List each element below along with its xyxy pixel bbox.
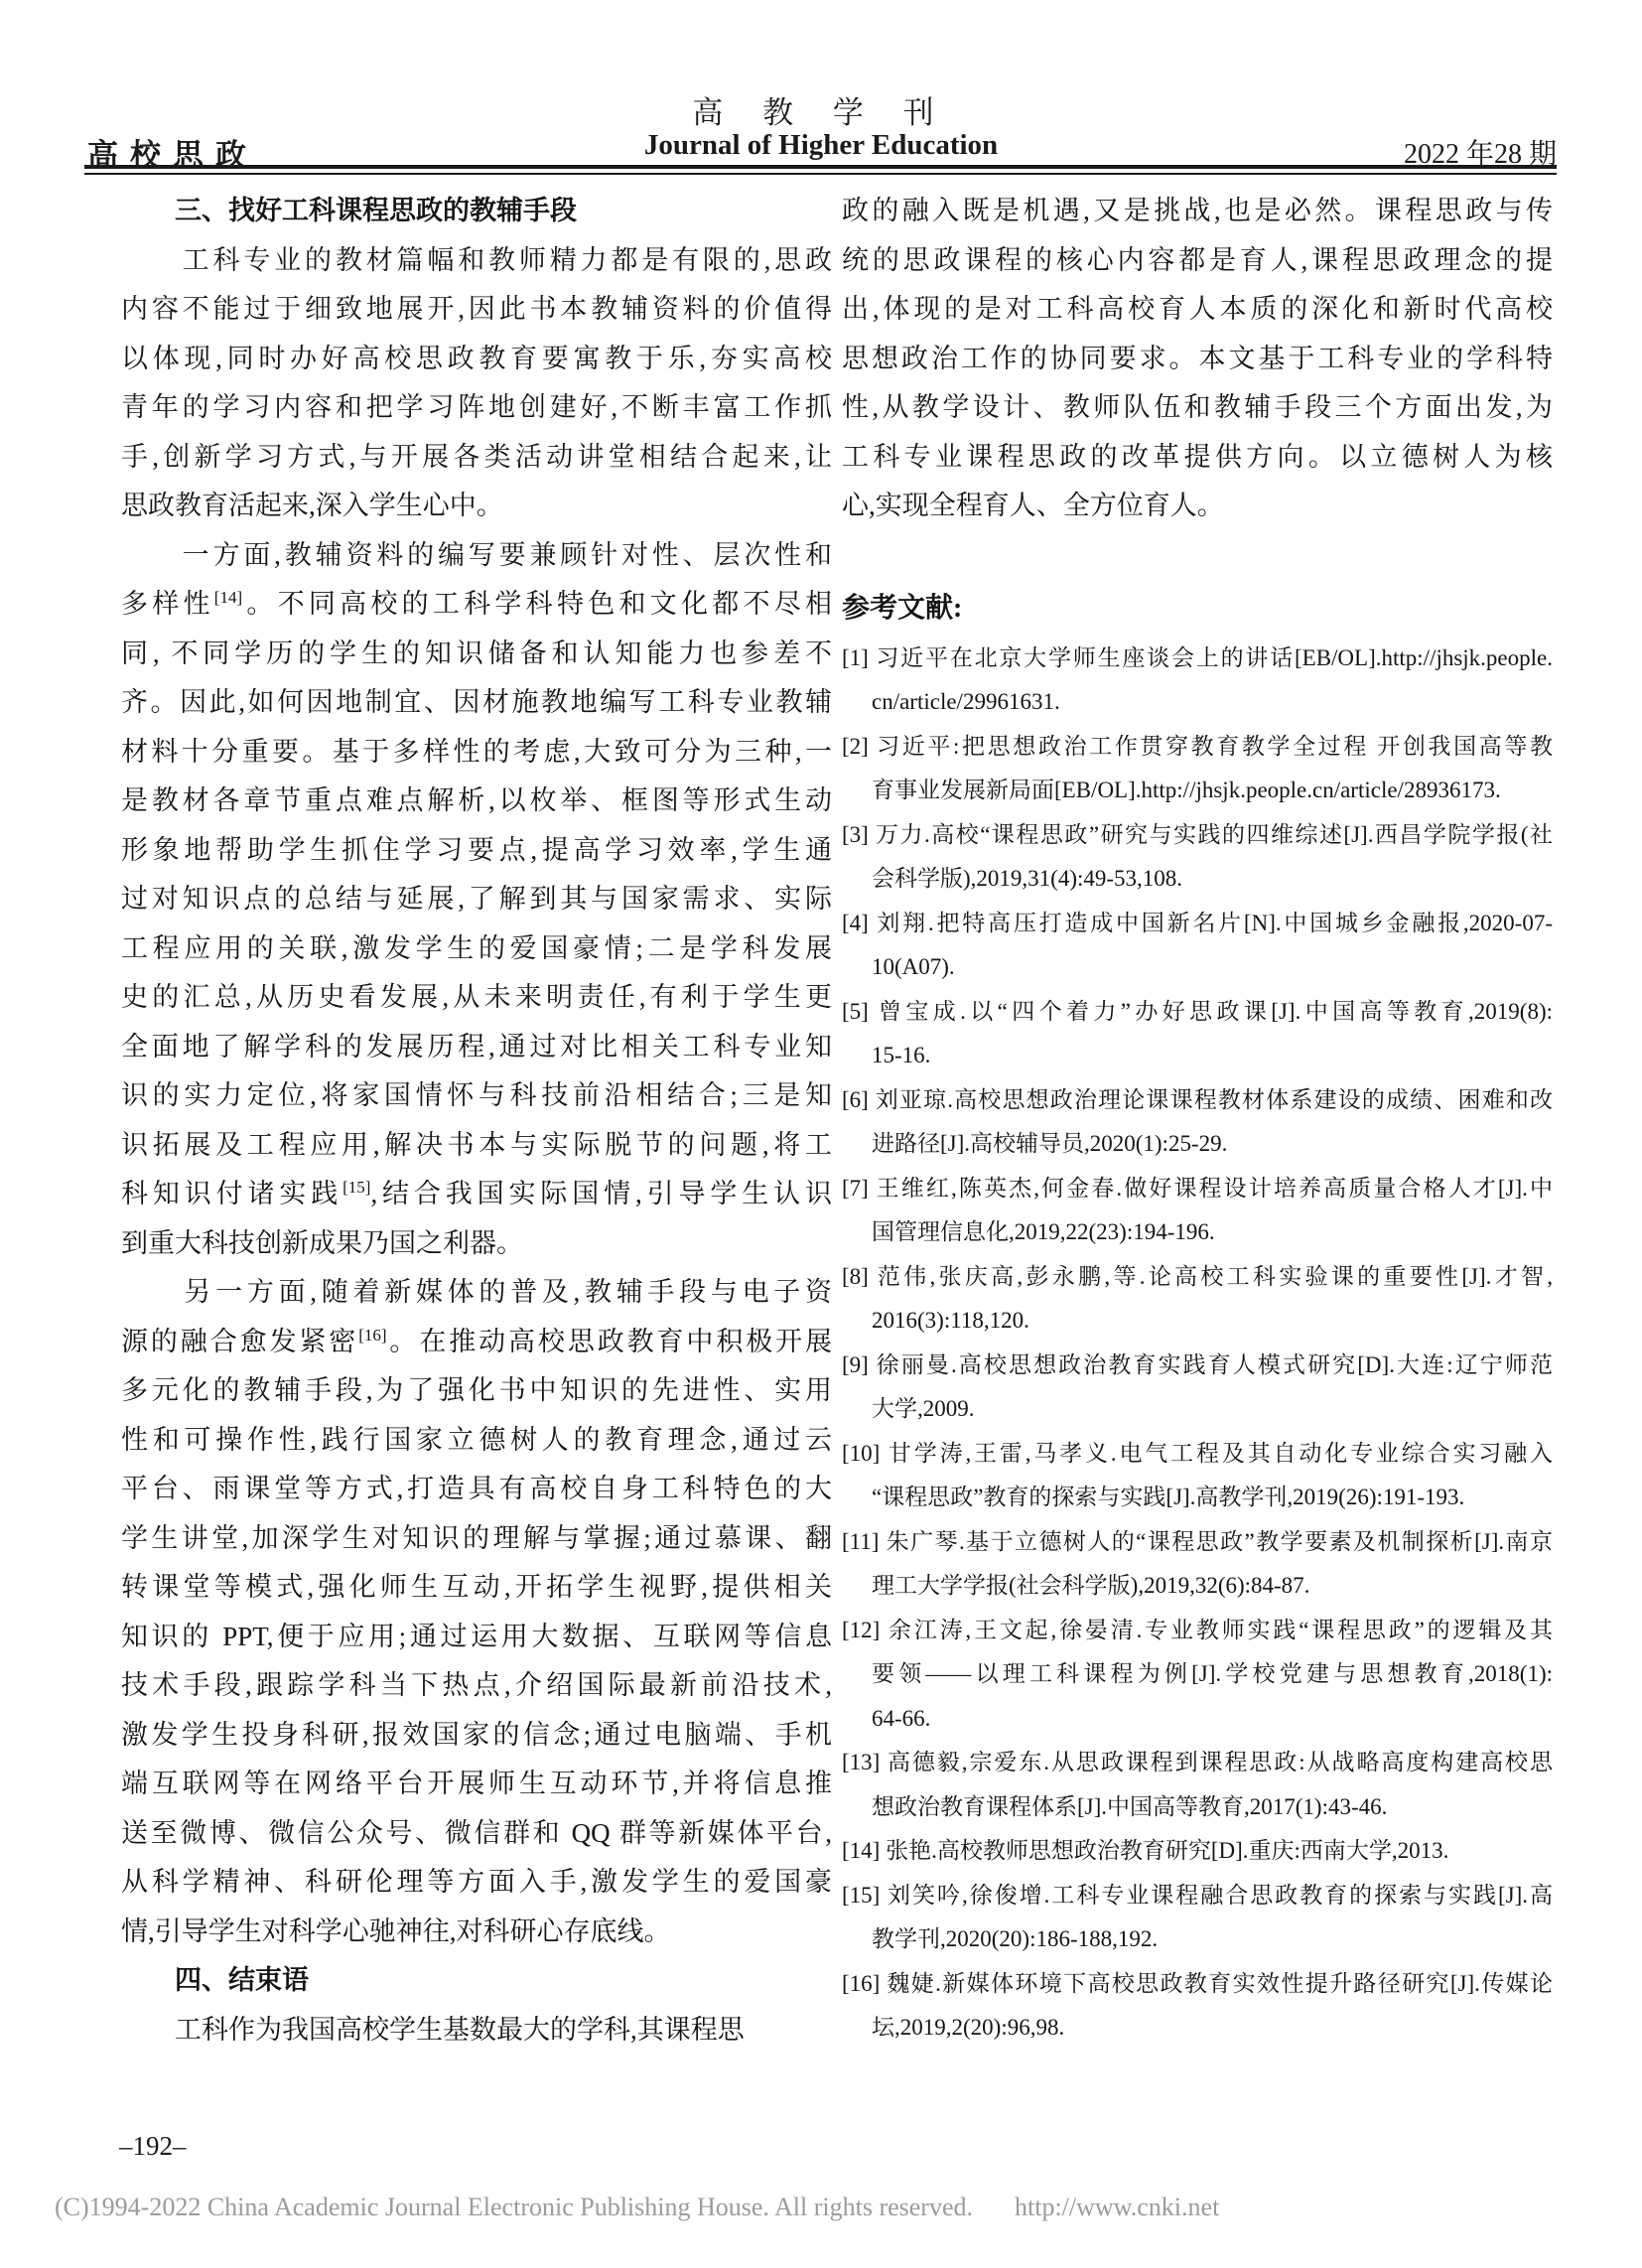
reference-line: [7] 王维红,陈英杰,何金春.做好课程设计培养高质量合格人才[J].中	[842, 1175, 1553, 1201]
reference-line: [12] 余江涛,王文起,徐晏清.专业教师实践“课程思政”的逻辑及其	[842, 1617, 1553, 1642]
journal-title-en: Journal of Higher Education	[643, 129, 999, 161]
text-line: 激发学生投身科研,报效国家的信念;通过电脑端、手机	[121, 1719, 832, 1750]
text-line: 工科专业的教材篇幅和教师精力都是有限的,思政	[121, 244, 832, 275]
references-title: 参考文献:	[842, 592, 963, 624]
reference-item	[842, 1962, 1553, 2051]
reference-line: 理工大学学报(社会科学版),2019,32(6):84-87.	[872, 1573, 1310, 1598]
text-line: 思想政治工作的协同要求。本文基于工科专业的学科特	[842, 343, 1553, 373]
text-line: 端互联网等在网络平台开展师生互动环节,并将信息推	[121, 1769, 832, 1798]
references-list	[842, 637, 1553, 2051]
text-line: 史的汇总,从历史看发展,从未来明责任,有利于学生更	[121, 982, 832, 1012]
text-line: 形象地帮助学生抓住学习要点,提高学习效率,学生通	[121, 834, 832, 865]
reference-line: 大学,2009.	[872, 1396, 975, 1421]
text-line: 工科专业课程思政的改革提供方向。以立德树人为核	[842, 441, 1553, 472]
text-line: 材料十分重要。基于多样性的考虑,大致可分为三种,一	[121, 736, 832, 767]
cnki-url: http://www.cnki.net	[1015, 2193, 1220, 2221]
text-line: 平台、雨课堂等方式,打造具有高校自身工科特色的大	[121, 1474, 832, 1503]
reference-line: 育事业发展新局面[EB/OL].http://jhsjk.people.cn/article/28936173.	[872, 778, 1501, 802]
reference-line: [6] 刘亚琼.高校思想政治理论课课程教材体系建设的成绩、困难和改	[842, 1086, 1553, 1112]
reference-line: 想政治教育课程体系[J].中国高等教育,2017(1):43-46.	[872, 1793, 1388, 1819]
reference-item	[842, 1255, 1553, 1344]
copyright-line	[55, 2193, 1603, 2222]
reference-item	[842, 1344, 1553, 1432]
text-line: 性,从教学设计、教师队伍和教辅手段三个方面出发,为	[842, 392, 1553, 422]
text-line: 出,体现的是对工科高校育人本质的深化和新时代高校	[842, 294, 1553, 324]
journal-title-cn: 高 教 学 刊	[692, 95, 950, 130]
text-line: 多样性[14]。不同高校的工科学科特色和文化都不尽相	[121, 588, 833, 619]
text-line: 源的融合愈发紧密[16]。在推动高校思政教育中积极开展	[121, 1325, 833, 1356]
reference-line: 10(A07).	[872, 954, 955, 979]
left-column	[121, 187, 832, 2055]
right-column	[842, 187, 1553, 2051]
reference-item	[842, 902, 1553, 990]
text-line: 以体现,同时办好高校思政教育要寓教于乐,夯实高校	[121, 343, 832, 373]
copyright-text: (C)1994-2022 China Academic Journal Electronic Publishing House. All rights reserved.	[55, 2193, 973, 2221]
reference-line: 进路径[J].高校辅导员,2020(1):25-29.	[872, 1131, 1228, 1156]
reference-line: [2] 习近平:把思想政治工作贯穿教育教学全过程 开创我国高等教	[842, 733, 1553, 759]
reference-item	[842, 1167, 1553, 1255]
reference-item	[842, 637, 1553, 725]
reference-line: [8] 范伟,张庆高,彭永鹏,等.论高校工科实验课的重要性[J].才智,	[842, 1263, 1553, 1289]
reference-line: [16] 魏婕.新媒体环境下高校思政教育实效性提升路径研究[J].传媒论	[842, 1970, 1553, 1996]
reference-line: 64-66.	[872, 1705, 931, 1731]
reference-item	[842, 1609, 1553, 1742]
reference-item	[842, 1741, 1553, 1829]
intro-paragraph	[842, 187, 1553, 531]
section-heading: 三、找好工科课程思政的教辅手段	[121, 196, 577, 225]
reference-item	[842, 1874, 1553, 1962]
citation-superscript: [15]	[342, 1178, 371, 1197]
text-line: 内容不能过于细致地展开,因此书本教辅资料的价值得	[121, 294, 832, 324]
reference-item	[842, 1520, 1553, 1609]
reference-item	[842, 1829, 1553, 1874]
text-line: 识拓展及工程应用,解决书本与实际脱节的问题,将工	[121, 1129, 832, 1160]
reference-line: 坛,2019,2(20):96,98.	[872, 2015, 1065, 2040]
issue-label: 2022 年28 期	[1403, 139, 1557, 170]
text-line: 同, 不同学历的学生的知识储备和认知能力也参差不	[121, 638, 832, 668]
reference-line: cn/article/29961631.	[872, 689, 1060, 714]
reference-line: 教学刊,2020(20):186-188,192.	[872, 1926, 1159, 1951]
page-number: –192–	[119, 2131, 187, 2161]
text-line: 多元化的教辅手段,为了强化书中知识的先进性、实用	[121, 1375, 832, 1405]
text-line: 情,引导学生对科学心驰神往,对科研心存底线。	[121, 1915, 671, 1946]
text-line: 过对知识点的总结与延展,了解到其与国家需求、实际	[121, 884, 832, 914]
reference-line: [5] 曾宝成.以“四个着力”办好思政课[J].中国高等教育,2019(8):	[842, 998, 1553, 1024]
reference-line: [9] 徐丽曼.高校思想政治教育实践育人模式研究[D].大连:辽宁师范	[842, 1351, 1553, 1377]
citation-superscript: [16]	[358, 1325, 387, 1345]
text-line: 统的思政课程的核心内容都是育人,课程思政理念的提	[842, 244, 1553, 275]
text-line: 另一方面,随着新媒体的普及,教辅手段与电子资	[121, 1277, 832, 1307]
text-line: 科知识付诸实践[15],结合我国实际国情,引导学生认识	[121, 1178, 833, 1208]
reference-line: [15] 刘笑吟,徐俊增.工科专业课程融合思政教育的探索与实践[J].高	[842, 1882, 1553, 1908]
section-label: 高校思政	[87, 138, 258, 173]
reference-item	[842, 1432, 1553, 1520]
text-line: 是教材各章节重点难点解析,以枚举、框图等形式生动	[121, 785, 832, 815]
reference-line: [11] 朱广琴.基于立德树人的“课程思政”教学要素及机制探析[J].南京	[842, 1528, 1553, 1554]
text-line: 手,创新学习方式,与开展各类活动讲堂相结合起来,让	[121, 441, 832, 472]
citation-superscript: [14]	[213, 588, 243, 607]
reference-line: [1] 习近平在北京大学师生座谈会上的讲话[EB/OL].http://jhsjk.people.	[842, 644, 1553, 670]
text-line: 齐。因此,如何因地制宜、因材施教地编写工科专业教辅	[121, 687, 832, 717]
text-line: 工程应用的关联,激发学生的爱国豪情;二是学科发展	[121, 932, 832, 963]
reference-line: 15-16.	[872, 1043, 931, 1067]
text-line: 转课堂等模式,强化师生互动,开拓学生视野,提供相关	[121, 1572, 832, 1602]
text-line: 心,实现全程育人、全方位育人。	[842, 491, 1224, 520]
section-heading: 四、结束语	[121, 1965, 309, 1995]
text-line: 送至微博、微信公众号、微信群和 QQ 群等新媒体平台,	[121, 1817, 832, 1848]
text-line: 思政教育活起来,深入学生心中。	[121, 491, 503, 520]
reference-line: “课程思政”教育的探索与实践[J].高教学刊,2019(26):191-193.	[872, 1485, 1465, 1509]
text-line: 知识的 PPT,便于应用;通过运用大数据、互联网等信息	[121, 1621, 832, 1651]
text-line: 青年的学习内容和把学习阵地创建好,不断丰富工作抓	[121, 392, 832, 422]
reference-line: 要领——以理工科课程为例[J].学校党建与思想教育,2018(1):	[872, 1661, 1553, 1686]
reference-line: 2016(3):118,120.	[872, 1308, 1029, 1333]
reference-line: 国管理信息化,2019,22(23):194-196.	[872, 1219, 1215, 1244]
text-line: 到重大科技创新成果乃国之利器。	[121, 1227, 523, 1258]
reference-line: [4] 刘翔.把特高压打造成中国新名片[N].中国城乡金融报,2020-07-	[842, 910, 1553, 935]
reference-item	[842, 1078, 1553, 1167]
text-line: 全面地了解学科的发展历程,通过对比相关工科专业知	[121, 1031, 832, 1062]
text-line: 识的实力定位,将家国情怀与科技前沿相结合;三是知	[121, 1080, 832, 1110]
reference-item	[842, 813, 1553, 902]
reference-line: [14] 张艳.高校教师思想政治教育研究[D].重庆:西南大学,2013.	[842, 1838, 1449, 1863]
text-line: 学生讲堂,加深学生对知识的理解与掌握;通过慕课、翻	[121, 1522, 832, 1553]
reference-item	[842, 990, 1553, 1078]
header-divider	[84, 165, 1557, 175]
reference-line: [13] 高德毅,宗爱东.从思政课程到课程思政:从战略高度构建高校思	[842, 1750, 1553, 1774]
text-line: 性和可操作性,践行国家立德树人的教育理念,通过云	[121, 1424, 832, 1455]
text-line: 从科学精神、科研伦理等方面入手,激发学生的爱国豪	[121, 1867, 832, 1897]
reference-line: 会科学版),2019,31(4):49-53,108.	[872, 866, 1183, 891]
reference-line: [3] 万力.高校“课程思政”研究与实践的四维综述[J].西昌学院学报(社	[842, 821, 1553, 847]
reference-line: [10] 甘学涛,王雷,马孝义.电气工程及其自动化专业综合实习融入	[842, 1440, 1553, 1466]
text-line: 政的融入既是机遇,又是挑战,也是必然。课程思政与传	[842, 196, 1553, 225]
reference-item	[842, 725, 1553, 813]
text-line: 技术手段,跟踪学科当下热点,介绍国际最新前沿技术,	[121, 1670, 832, 1700]
text-line: 工科作为我国高校学生基数最大的学科,其课程思	[121, 2014, 745, 2045]
text-line: 一方面,教辅资料的编写要兼顾针对性、层次性和	[121, 539, 832, 570]
